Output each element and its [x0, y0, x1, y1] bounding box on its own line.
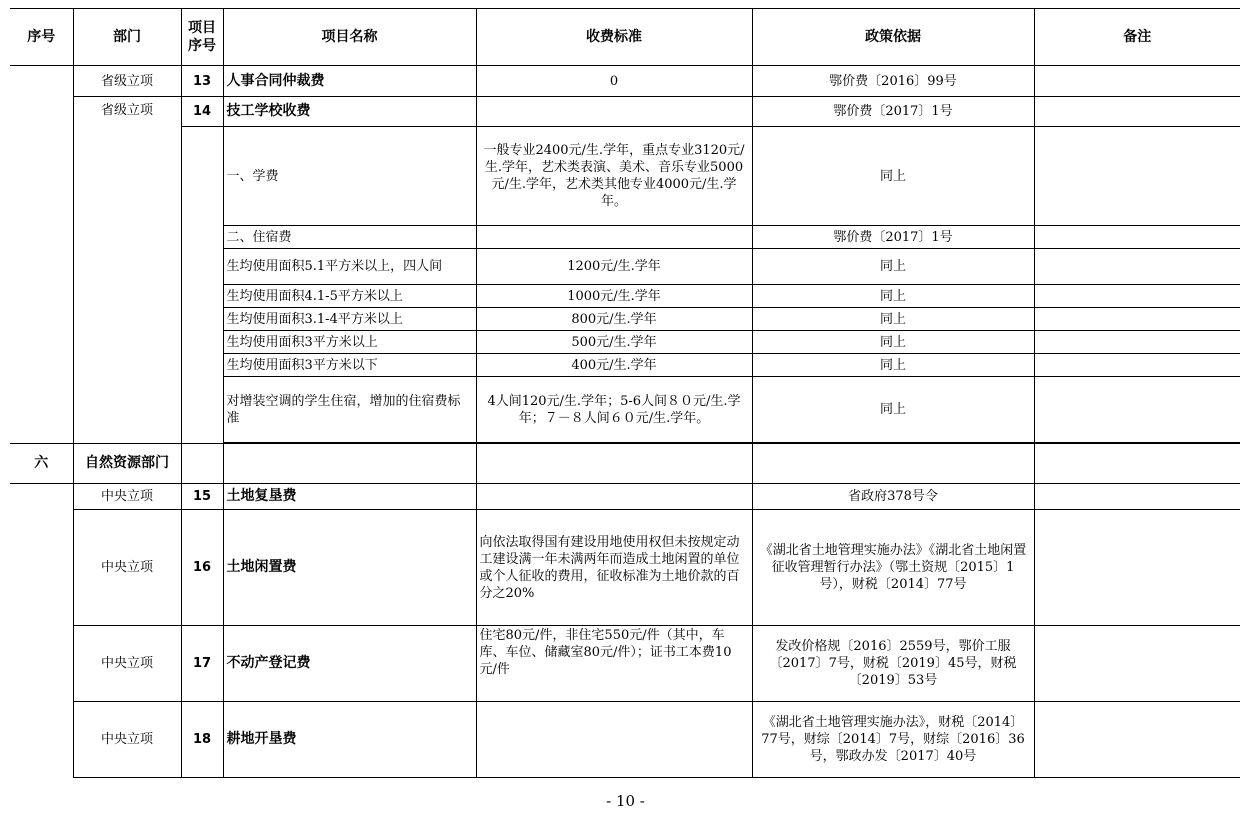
header-standard: 收费标准 — [476, 9, 752, 66]
item-no-cell: 18 — [181, 702, 223, 778]
standard-cell: 一般专业2400元/生.学年，重点专业3120元/生.学年，艺术类表演、美术、音乐专业5000元/生.学年，艺术类其他专业4000元/生.学年。 — [476, 127, 752, 226]
item-name-cell: 土地复垦费 — [223, 484, 476, 510]
standard-cell: 向依法取得国有建设用地使用权但未按规定动工建设满一年未满两年而造成土地闲置的单位或个人征收的费用，征收标准为土地价款的百分之20% — [476, 510, 752, 626]
policy-cell: 同上 — [752, 127, 1034, 226]
section-dept: 自然资源部门 — [73, 444, 181, 484]
item-name-cell: 不动产登记费 — [223, 626, 476, 702]
section-row — [10, 444, 1240, 484]
standard-cell: 400元/生.学年 — [476, 354, 752, 377]
standard-cell — [476, 226, 752, 249]
item-name-cell: 土地闲置费 — [223, 510, 476, 626]
standard-cell — [476, 484, 752, 510]
fee-table — [10, 8, 1240, 778]
table-row — [10, 97, 1240, 127]
note-cell — [1034, 444, 1240, 484]
table-row — [10, 702, 1240, 778]
note-cell — [1034, 626, 1240, 702]
standard-cell: 500元/生.学年 — [476, 331, 752, 354]
note-cell — [1034, 66, 1240, 97]
standard-cell — [476, 97, 752, 127]
table-row — [10, 626, 1240, 702]
policy-cell: 鄂价费〔2017〕1号 — [752, 226, 1034, 249]
note-cell — [1034, 249, 1240, 285]
item-name-cell: 二、住宿费 — [223, 226, 476, 249]
item-no-cell: 15 — [181, 484, 223, 510]
item-name-cell: 对增装空调的学生住宿，增加的住宿费标准 — [223, 377, 476, 443]
standard-cell — [476, 702, 752, 778]
dept-cell: 中央立项 — [73, 702, 181, 778]
note-cell — [1034, 331, 1240, 354]
policy-cell: 发改价格规〔2016〕2559号，鄂价工服〔2017〕7号，财税〔2019〕45号，财税〔2019〕53号 — [752, 626, 1034, 702]
policy-cell: 鄂价费〔2016〕99号 — [752, 66, 1034, 97]
standard-cell: 1000元/生.学年 — [476, 285, 752, 308]
header-seq: 序号 — [10, 9, 73, 66]
standard-cell: 4人间120元/生.学年；5-6人间８０元/生.学年；７－８人间６０元/生.学年。 — [476, 377, 752, 443]
item-no-cell: 17 — [181, 626, 223, 702]
item-name-cell: 人事合同仲裁费 — [223, 66, 476, 97]
header-policy: 政策依据 — [752, 9, 1034, 66]
header-note: 备注 — [1034, 9, 1240, 66]
policy-cell: 《湖北省土地管理实施办法》《湖北省土地闲置征收管理暂行办法》（鄂土资规〔2015〕1号），财税〔2014〕77号 — [752, 510, 1034, 626]
policy-cell: 同上 — [752, 331, 1034, 354]
item-name-cell: 生均使用面积3平方米以上 — [223, 331, 476, 354]
table-header-row — [10, 9, 1240, 66]
header-item-name: 项目名称 — [223, 9, 476, 66]
note-cell — [1034, 127, 1240, 226]
standard-cell: 1200元/生.学年 — [476, 249, 752, 285]
policy-cell: 省政府378号令 — [752, 484, 1034, 510]
item-no-cell: 16 — [181, 510, 223, 626]
empty-cell — [476, 444, 752, 484]
note-cell — [1034, 226, 1240, 249]
item-name-cell: 一、学费 — [223, 127, 476, 226]
note-cell — [1034, 377, 1240, 443]
dept-cell: 中央立项 — [73, 626, 181, 702]
policy-cell: 鄂价费〔2017〕1号 — [752, 97, 1034, 127]
dept-cell: 中央立项 — [73, 510, 181, 626]
standard-cell: 800元/生.学年 — [476, 308, 752, 331]
page-number: - 10 - — [606, 792, 645, 810]
policy-cell: 同上 — [752, 377, 1034, 443]
policy-cell: 同上 — [752, 308, 1034, 331]
note-cell — [1034, 354, 1240, 377]
table-row — [10, 510, 1240, 626]
dept-cell: 中央立项 — [73, 484, 181, 510]
item-name-cell: 生均使用面积5.1平方米以上，四人间 — [223, 249, 476, 285]
item-no-cell: 14 — [181, 97, 223, 127]
policy-cell: 同上 — [752, 354, 1034, 377]
item-no-cell: 13 — [181, 66, 223, 97]
standard-cell: 0 — [476, 66, 752, 97]
item-no-cell-empty — [181, 127, 223, 444]
note-cell — [1034, 308, 1240, 331]
note-cell — [1034, 510, 1240, 626]
item-name-cell: 生均使用面积3.1-4平方米以上 — [223, 308, 476, 331]
note-cell — [1034, 97, 1240, 127]
empty-cell — [223, 444, 476, 484]
note-cell — [1034, 702, 1240, 778]
dept-cell: 省级立项 — [73, 66, 181, 97]
note-cell — [1034, 285, 1240, 308]
section-seq: 六 — [10, 444, 73, 484]
policy-cell: 《湖北省土地管理实施办法》，财税〔2014〕77号，财综〔2014〕7号，财综〔2016〕36号，鄂政办发〔2017〕40号 — [752, 702, 1034, 778]
seq-cell-empty — [10, 484, 73, 778]
header-item-no: 项目序号 — [181, 9, 223, 66]
table-row — [10, 127, 1240, 226]
header-dept: 部门 — [73, 9, 181, 66]
item-name-cell: 生均使用面积4.1-5平方米以上 — [223, 285, 476, 308]
table-row — [10, 484, 1240, 510]
note-cell — [1034, 484, 1240, 510]
policy-cell: 同上 — [752, 285, 1034, 308]
table-row — [10, 66, 1240, 97]
standard-cell: 住宅80元/件，非住宅550元/件（其中，车库、车位、储藏室80元/件）；证书工本费10元/件 — [476, 626, 752, 702]
item-name-cell: 耕地开垦费 — [223, 702, 476, 778]
empty-cell — [752, 444, 1034, 484]
item-name-cell: 技工学校收费 — [223, 97, 476, 127]
seq-cell-empty — [10, 66, 73, 444]
policy-cell: 同上 — [752, 249, 1034, 285]
item-name-cell: 生均使用面积3平方米以下 — [223, 354, 476, 377]
dept-cell: 省级立项 — [73, 97, 181, 444]
empty-cell — [181, 444, 223, 484]
